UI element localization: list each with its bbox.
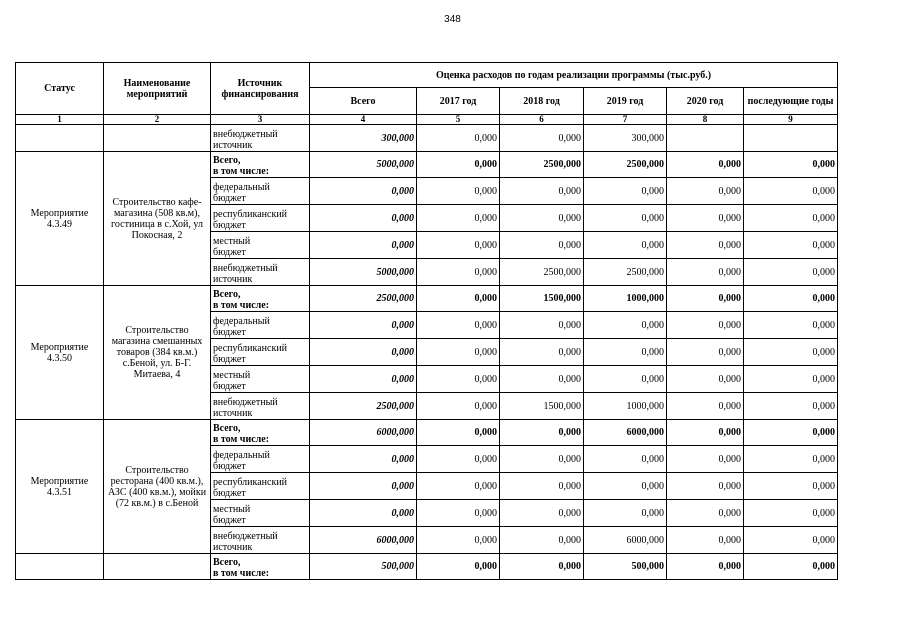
status-cell: Мероприятие 4.3.49 [16, 152, 104, 286]
y2017-cell: 0,000 [417, 446, 500, 473]
source-cell: местный бюджет [211, 232, 310, 259]
later-cell: 0,000 [744, 554, 838, 580]
y2017-cell: 0,000 [417, 500, 500, 527]
y2019-cell: 6000,000 [584, 527, 667, 554]
y2020-cell [667, 125, 744, 152]
later-cell: 0,000 [744, 205, 838, 232]
y2018-cell: 1500,000 [500, 393, 584, 420]
source-cell: республиканский бюджет [211, 339, 310, 366]
y2017-cell: 0,000 [417, 393, 500, 420]
y2018-cell: 2500,000 [500, 152, 584, 178]
later-cell [744, 125, 838, 152]
y2020-cell: 0,000 [667, 232, 744, 259]
y2018-cell: 0,000 [500, 125, 584, 152]
y2020-cell: 0,000 [667, 393, 744, 420]
name-cell [104, 554, 211, 580]
total-cell: 5000,000 [310, 152, 417, 178]
y2019-cell: 0,000 [584, 339, 667, 366]
y2020-cell: 0,000 [667, 339, 744, 366]
source-cell: Всего, в том числе: [211, 286, 310, 312]
total-cell: 0,000 [310, 446, 417, 473]
y2018-cell: 0,000 [500, 420, 584, 446]
y2018-cell: 0,000 [500, 205, 584, 232]
column-index-row [16, 115, 838, 125]
total-cell: 5000,000 [310, 259, 417, 286]
source-cell: Всего, в том числе: [211, 554, 310, 580]
y2020-cell: 0,000 [667, 554, 744, 580]
y2018-cell: 1500,000 [500, 286, 584, 312]
y2017-cell: 0,000 [417, 125, 500, 152]
y2018-cell: 0,000 [500, 527, 584, 554]
y2017-cell: 0,000 [417, 286, 500, 312]
later-cell: 0,000 [744, 152, 838, 178]
source-cell: федеральный бюджет [211, 312, 310, 339]
y2018-cell: 0,000 [500, 473, 584, 500]
name-cell: Строительство магазина смешанных товаров (384 кв.м.) с.Беной, ул. Б-Г. Митаева, 4 [104, 286, 211, 420]
y2018-cell: 2500,000 [500, 259, 584, 286]
y2020-cell: 0,000 [667, 286, 744, 312]
source-cell: местный бюджет [211, 366, 310, 393]
table-row [16, 420, 838, 446]
source-cell: внебюджетный источник [211, 527, 310, 554]
y2017-cell: 0,000 [417, 527, 500, 554]
later-cell: 0,000 [744, 178, 838, 205]
y2018-cell: 0,000 [500, 446, 584, 473]
y2018-cell: 0,000 [500, 500, 584, 527]
total-cell: 2500,000 [310, 393, 417, 420]
source-cell: Всего, в том числе: [211, 152, 310, 178]
y2017-cell: 0,000 [417, 473, 500, 500]
table-row [16, 152, 838, 178]
y2017-cell: 0,000 [417, 259, 500, 286]
total-cell: 0,000 [310, 339, 417, 366]
total-cell: 500,000 [310, 554, 417, 580]
total-cell: 0,000 [310, 312, 417, 339]
column-index: 7 [584, 115, 667, 125]
y2020-cell: 0,000 [667, 473, 744, 500]
total-cell: 0,000 [310, 366, 417, 393]
total-cell: 0,000 [310, 473, 417, 500]
table-row [16, 554, 838, 580]
source-cell: внебюджетный источник [211, 125, 310, 152]
later-cell: 0,000 [744, 527, 838, 554]
y2019-cell: 0,000 [584, 473, 667, 500]
later-cell: 0,000 [744, 473, 838, 500]
y2018-cell: 0,000 [500, 554, 584, 580]
status-cell: Мероприятие 4.3.50 [16, 286, 104, 420]
y2019-cell: 0,000 [584, 500, 667, 527]
later-cell: 0,000 [744, 393, 838, 420]
source-cell: внебюджетный источник [211, 393, 310, 420]
header-estimate: Оценка расходов по годам реализации программы (тыс.руб.) [310, 63, 838, 88]
total-cell: 6000,000 [310, 527, 417, 554]
header-2020: 2020 год [667, 88, 744, 115]
column-index: 5 [417, 115, 500, 125]
later-cell: 0,000 [744, 312, 838, 339]
y2020-cell: 0,000 [667, 205, 744, 232]
y2017-cell: 0,000 [417, 205, 500, 232]
source-cell: Всего, в том числе: [211, 420, 310, 446]
source-cell: федеральный бюджет [211, 178, 310, 205]
y2019-cell: 300,000 [584, 125, 667, 152]
total-cell: 0,000 [310, 205, 417, 232]
y2019-cell: 1000,000 [584, 286, 667, 312]
y2019-cell: 2500,000 [584, 259, 667, 286]
later-cell: 0,000 [744, 259, 838, 286]
header-2018: 2018 год [500, 88, 584, 115]
y2019-cell: 0,000 [584, 205, 667, 232]
y2020-cell: 0,000 [667, 259, 744, 286]
y2019-cell: 2500,000 [584, 152, 667, 178]
total-cell: 300,000 [310, 125, 417, 152]
source-cell: республиканский бюджет [211, 205, 310, 232]
page-number: 348 [444, 14, 461, 25]
total-cell: 2500,000 [310, 286, 417, 312]
column-index: 9 [744, 115, 838, 125]
y2020-cell: 0,000 [667, 152, 744, 178]
header-2017: 2017 год [417, 88, 500, 115]
header-2019: 2019 год [584, 88, 667, 115]
later-cell: 0,000 [744, 446, 838, 473]
y2020-cell: 0,000 [667, 366, 744, 393]
column-index: 2 [104, 115, 211, 125]
y2018-cell: 0,000 [500, 339, 584, 366]
status-cell [16, 125, 104, 152]
y2017-cell: 0,000 [417, 420, 500, 446]
header-status: Статус [16, 63, 104, 115]
source-cell: федеральный бюджет [211, 446, 310, 473]
y2017-cell: 0,000 [417, 232, 500, 259]
source-cell: республиканский бюджет [211, 473, 310, 500]
header-source: Источник финансирования [211, 63, 310, 115]
table-row [16, 125, 838, 152]
y2019-cell: 0,000 [584, 312, 667, 339]
header-name: Наименование мероприятий [104, 63, 211, 115]
y2019-cell: 0,000 [584, 446, 667, 473]
status-cell [16, 554, 104, 580]
y2020-cell: 0,000 [667, 446, 744, 473]
later-cell: 0,000 [744, 286, 838, 312]
name-cell [104, 125, 211, 152]
y2019-cell: 6000,000 [584, 420, 667, 446]
y2017-cell: 0,000 [417, 366, 500, 393]
budget-table [15, 62, 838, 580]
y2020-cell: 0,000 [667, 500, 744, 527]
name-cell: Строительство ресторана (400 кв.м.), АЗС (400 кв.м.), мойки (72 кв.м.) в с.Беной [104, 420, 211, 554]
y2019-cell: 0,000 [584, 178, 667, 205]
y2017-cell: 0,000 [417, 152, 500, 178]
later-cell: 0,000 [744, 500, 838, 527]
status-cell: Мероприятие 4.3.51 [16, 420, 104, 554]
y2019-cell: 500,000 [584, 554, 667, 580]
column-index: 3 [211, 115, 310, 125]
source-cell: местный бюджет [211, 500, 310, 527]
y2017-cell: 0,000 [417, 554, 500, 580]
y2017-cell: 0,000 [417, 178, 500, 205]
total-cell: 0,000 [310, 500, 417, 527]
y2019-cell: 1000,000 [584, 393, 667, 420]
total-cell: 0,000 [310, 232, 417, 259]
y2020-cell: 0,000 [667, 527, 744, 554]
y2018-cell: 0,000 [500, 312, 584, 339]
column-index: 6 [500, 115, 584, 125]
y2018-cell: 0,000 [500, 178, 584, 205]
source-cell: внебюджетный источник [211, 259, 310, 286]
column-index: 1 [16, 115, 104, 125]
y2019-cell: 0,000 [584, 366, 667, 393]
total-cell: 6000,000 [310, 420, 417, 446]
later-cell: 0,000 [744, 339, 838, 366]
name-cell: Строительство кафе-магазина (508 кв.м), гостиница в с.Хой, ул Покосная, 2 [104, 152, 211, 286]
later-cell: 0,000 [744, 420, 838, 446]
later-cell: 0,000 [744, 232, 838, 259]
y2020-cell: 0,000 [667, 420, 744, 446]
y2017-cell: 0,000 [417, 339, 500, 366]
table-row [16, 286, 838, 312]
y2020-cell: 0,000 [667, 178, 744, 205]
y2020-cell: 0,000 [667, 312, 744, 339]
y2018-cell: 0,000 [500, 232, 584, 259]
header-later: последующие годы [744, 88, 838, 115]
y2017-cell: 0,000 [417, 312, 500, 339]
column-index: 4 [310, 115, 417, 125]
y2019-cell: 0,000 [584, 232, 667, 259]
header-total: Всего [310, 88, 417, 115]
later-cell: 0,000 [744, 366, 838, 393]
y2018-cell: 0,000 [500, 366, 584, 393]
column-index: 8 [667, 115, 744, 125]
total-cell: 0,000 [310, 178, 417, 205]
